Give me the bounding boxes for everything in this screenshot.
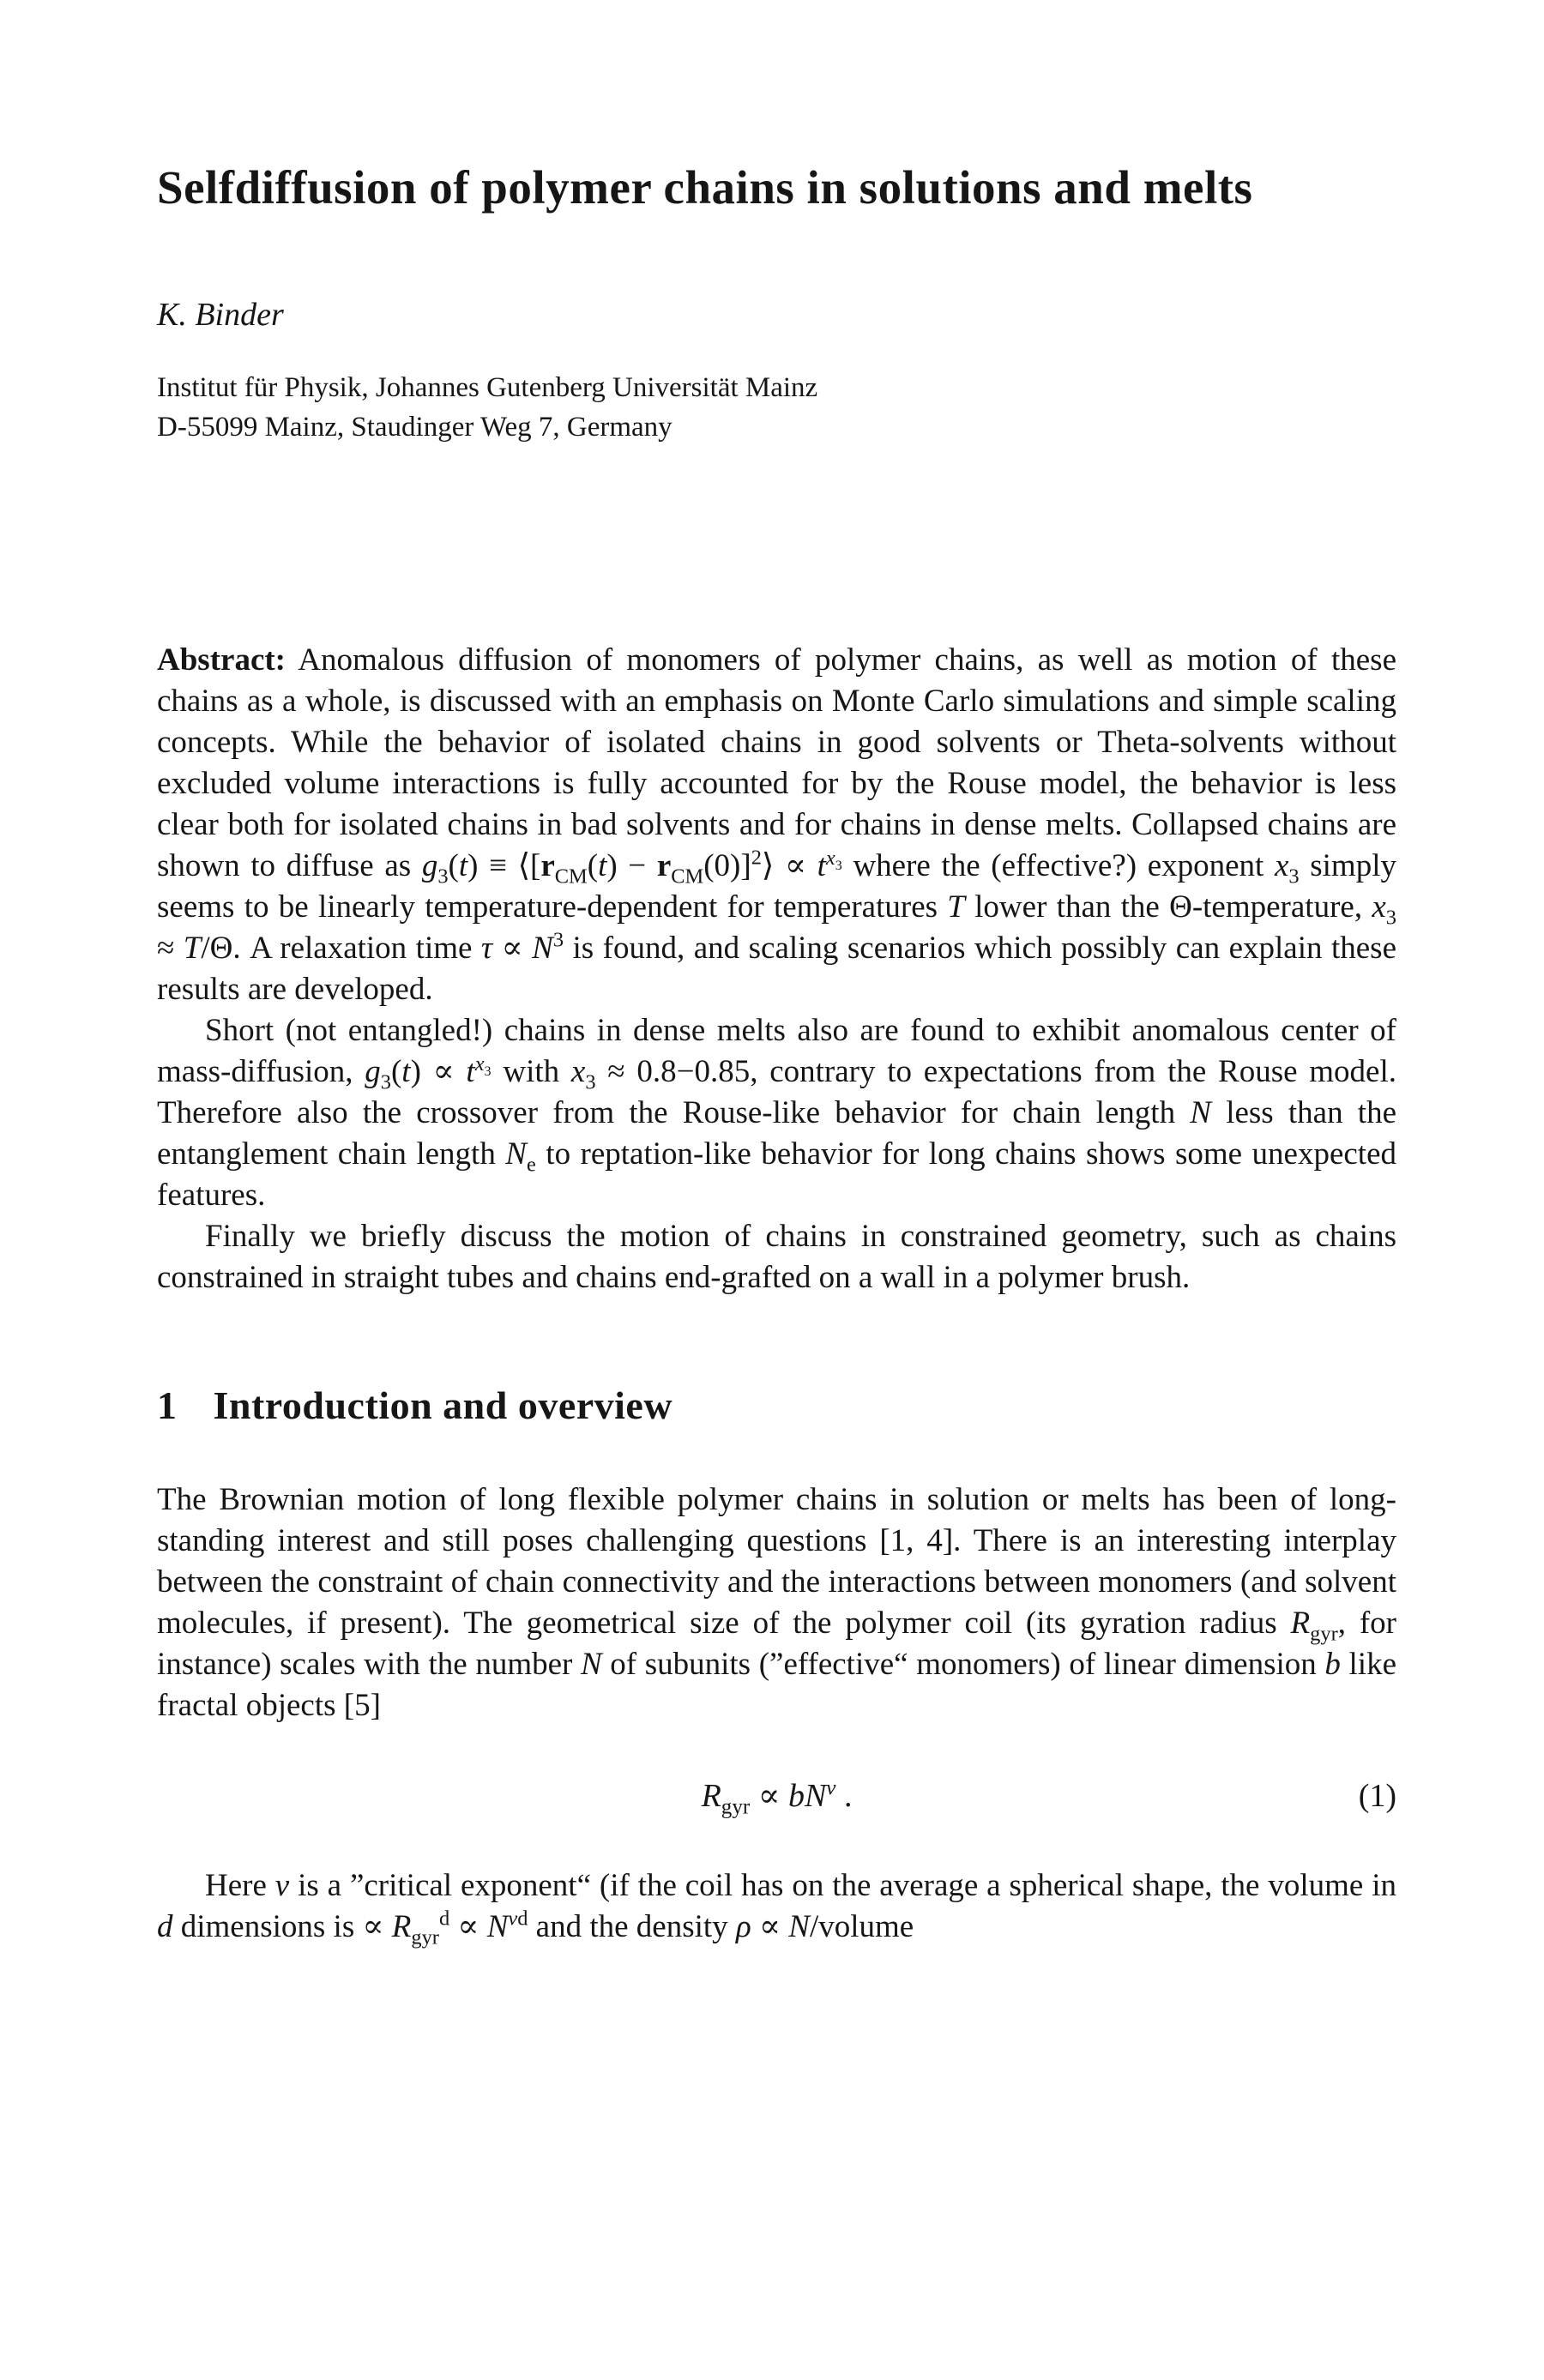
intro-paragraph-1: The Brownian motion of long flexible polymer chains in solution or melts has been of long-standing interest and still poses challenging questions [1, 4]. There is an interesting interplay between the constraint of chain connectivity and the interactions between monomers (and solvent molecules, if present). The geometrical size of the polymer coil (its gyration radius $R_{gyr}$, for instance) scales with the number N of subunits (”effective“ monomers) of linear dimension b like fractal objects [5] [157, 1482, 1396, 1723]
section-title: Introduction and overview [213, 1383, 673, 1427]
equation-number: (1) [1358, 1778, 1396, 1814]
affiliation-block [157, 368, 1396, 447]
equation: $R_{gyr} \propto bN^\nu$ . [701, 1776, 853, 1819]
abstract-section [157, 640, 1396, 1298]
abstract-paragraph-1-text: Anomalous diffusion of monomers of polymer chains, as well as motion of these chains as a whole, is discussed with an emphasis on Monte Carlo simulations and simple scaling concepts. While the behavior of isolated chains in good solvents or Theta-solvents without excluded volume interactions is fully accounted for by the Rouse model, the behavior is less clear both for isolated chains in bad solvents and for chains in dense melts. Collapsed chains are shown to diffuse as $g_3(t)$ ≡ $⟨[r_{CM}(t)$ − $r_{CM}(0)]^2⟩ \propto t^{x_3}$ where the (effective?) exponent $x_3$ simply seems to be linearly temperature-dependent for temperatures T lower than the Θ-temperature, $x_3 \approx T/\Theta$. A relaxation time $\tau \propto N^3$ is found, and scaling scenarios which possibly can explain these results are developed. [157, 642, 1397, 1007]
abstract-paragraph-2: Short (not entangled!) chains in dense melts also are found to exhibit anomalous center of mass-diffusion, $g_3(t) \propto t^{x_3}$ with $x_3 \approx 0.8-0.85$, contrary to expectations from the Rouse model. Therefore also the crossover from the Rouse-like behavior for chain length N less than the entanglement chain length $N_e$ to reptation-like behavior for long chains shows some unexpected features. [157, 1013, 1397, 1213]
affiliation-line-1: Institut für Physik, Johannes Gutenberg Universität Mainz [157, 372, 818, 403]
equation-block [157, 1774, 1396, 1817]
affiliation-line-2: D-55099 Mainz, Staudinger Weg 7, Germany [157, 412, 672, 443]
abstract-paragraph-3: Finally we briefly discuss the motion of chains in constrained geometry, such as chains constrained in straight tubes and chains end-grafted on a wall in a polymer brush. [157, 1219, 1396, 1295]
author-name: K. Binder [157, 297, 284, 333]
paper-title: Selfdiffusion of polymer chains in solutions and melts [157, 161, 1253, 214]
abstract-label: Abstract: [157, 642, 286, 678]
abstract-paragraph-1 [157, 640, 1396, 1010]
section-heading [157, 1383, 1396, 1428]
section-number: 1 [157, 1383, 178, 1427]
intro-paragraph-2: Here ν is a ”critical exponent“ (if the coil has on the average a spherical shape, the volume in d dimensions is ∝ $R_{gyr}^d \propto N^{\nu d}$ and the density ρ ∝ N/volume [157, 1868, 1396, 1949]
